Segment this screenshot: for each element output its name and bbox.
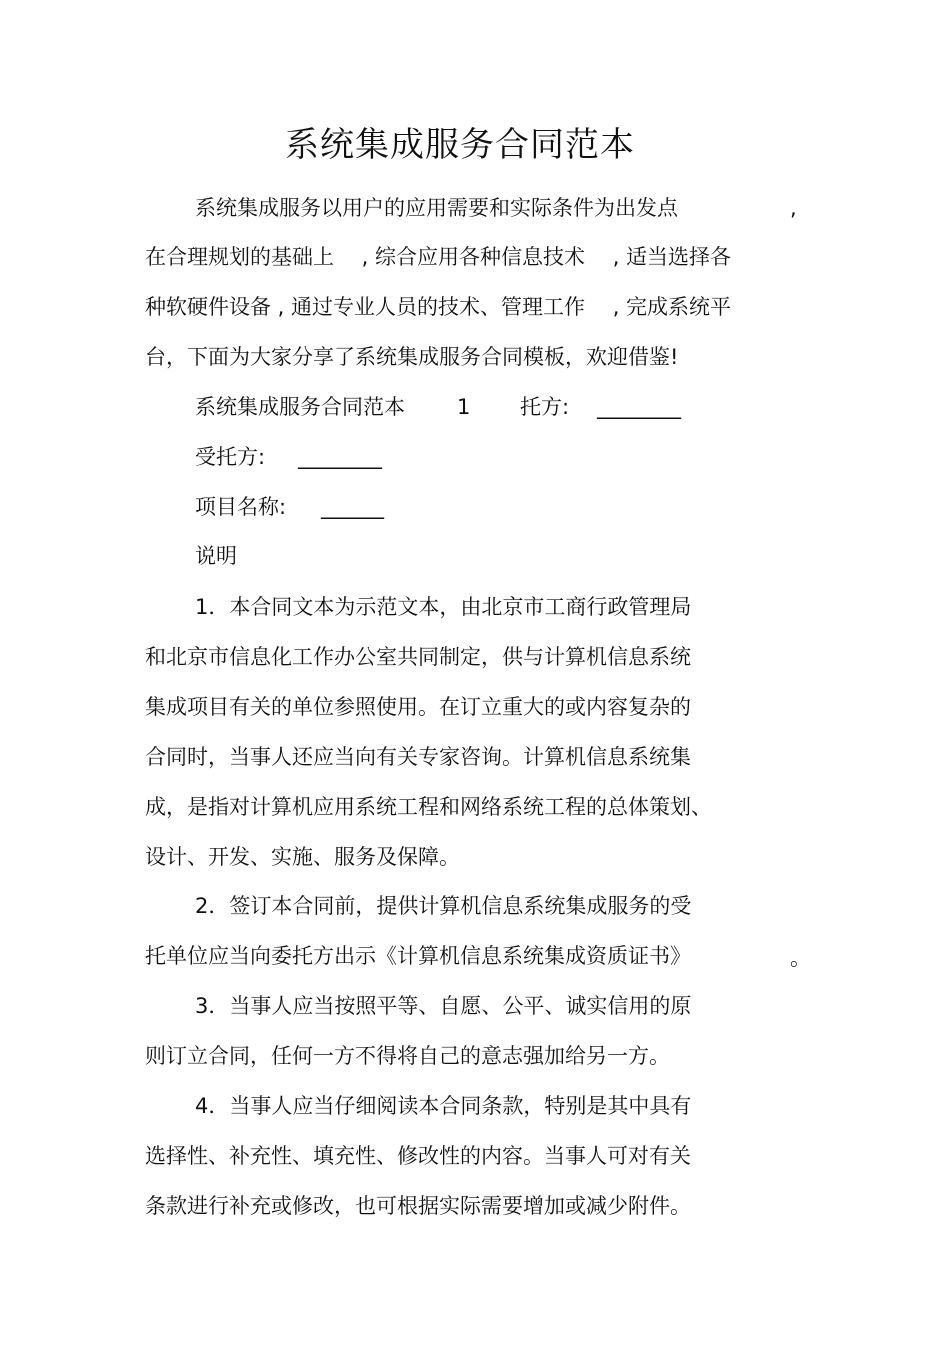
intro-line-4: 台，下面为大家分享了系统集成服务合同模板，欢迎借鉴! bbox=[145, 345, 679, 369]
intro-line-3: 种软硬件设备 , 通过专业人员的技术、管理工作 , 完成系统平 bbox=[145, 295, 732, 319]
client-value: ________ bbox=[597, 395, 681, 419]
explanation-heading: 说明 bbox=[195, 544, 237, 568]
item1-line-6: 设计、开发、实施、服务及保障。 bbox=[145, 845, 460, 869]
contract-label: 系统集成服务合同范本 bbox=[195, 395, 405, 419]
trustee-value: ________ bbox=[298, 445, 382, 469]
page-title: 系统集成服务合同范本 bbox=[285, 125, 635, 165]
item4-line-2: 选择性、补充性、填充性、修改性的内容。当事人可对有关 bbox=[145, 1144, 691, 1168]
item1-line-1: 1．本合同文本为示范文本，由北京市工商行政管理局 bbox=[195, 595, 692, 619]
project-label: 项目名称: bbox=[195, 495, 287, 519]
item1-line-2: 和北京市信息化工作办公室共同制定，供与计算机信息系统 bbox=[145, 645, 691, 669]
client-label: 托方: bbox=[520, 395, 570, 419]
item2-end-mark: 。 bbox=[790, 946, 811, 970]
intro-line-1-comma: , bbox=[790, 196, 797, 220]
item2-line-2: 托单位应当向委托方出示《计算机信息系统集成资质证书》 bbox=[145, 944, 691, 968]
contract-number: 1 bbox=[457, 395, 471, 419]
item1-line-3: 集成项目有关的单位参照使用。在订立重大的或内容复杂的 bbox=[145, 695, 691, 719]
trustee-label: 受托方: bbox=[195, 445, 266, 469]
item3-line-2: 则订立合同，任何一方不得将自己的意志强加给另一方。 bbox=[145, 1044, 670, 1068]
item4-line-3: 条款进行补充或修改，也可根据实际需要增加或减少附件。 bbox=[145, 1194, 691, 1218]
intro-line-1: 系统集成服务以用户的应用需要和实际条件为出发点 bbox=[195, 196, 678, 220]
project-value: ______ bbox=[321, 495, 384, 519]
item1-line-4: 合同时，当事人还应当向有关专家咨询。计算机信息系统集 bbox=[145, 745, 691, 769]
item3-line-1: 3．当事人应当按照平等、自愿、公平、诚实信用的原 bbox=[195, 994, 692, 1018]
item4-line-1: 4．当事人应当仔细阅读本合同条款，特别是其中具有 bbox=[195, 1094, 692, 1118]
intro-line-2: 在合理规划的基础上 , 综合应用各种信息技术 , 适当选择各 bbox=[145, 245, 732, 269]
item1-line-5: 成，是指对计算机应用系统工程和网络系统工程的总体策划、 bbox=[145, 795, 712, 819]
item2-line-1: 2．签订本合同前，提供计算机信息系统集成服务的受 bbox=[195, 894, 692, 918]
